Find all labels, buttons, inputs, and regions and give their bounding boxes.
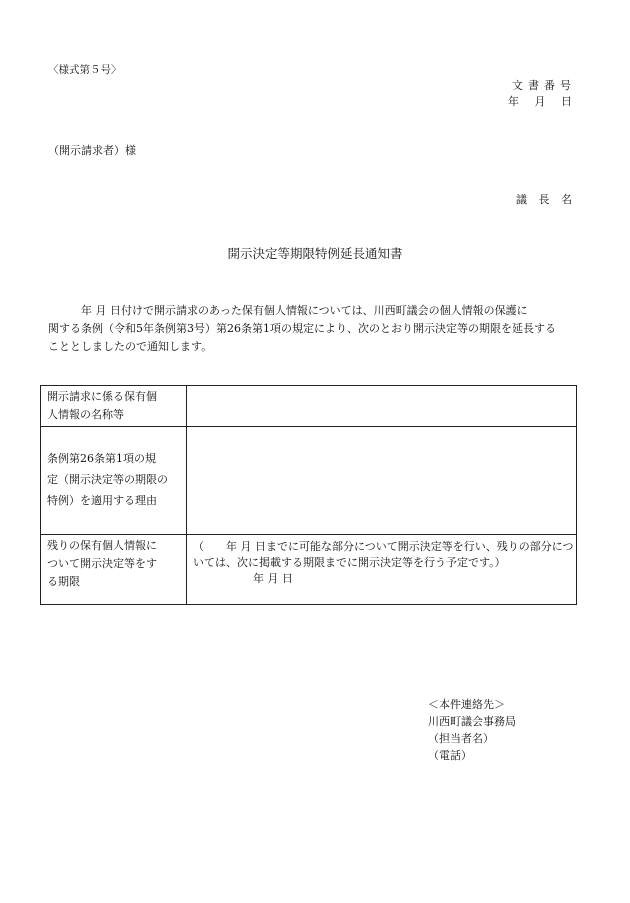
contact-heading: ＜本件連絡先＞ xyxy=(428,698,505,711)
label-line: 特例）を適用する理由 xyxy=(47,494,157,507)
form-number: 〈様式第５号〉 xyxy=(48,64,122,76)
chair-name: 議 長 名 xyxy=(516,193,572,206)
contact-block xyxy=(428,696,516,764)
contact-phone: （電話） xyxy=(428,749,472,762)
row-label-info-name xyxy=(41,386,187,427)
document-number-label: 文書番号 xyxy=(512,79,576,92)
row-value-reason xyxy=(187,427,577,535)
label-line: 人情報の名称等 xyxy=(47,408,124,421)
row-label-deadline xyxy=(41,535,187,605)
requester-name: （開示請求者）様 xyxy=(48,144,136,157)
deadline-date: 年 月 日 xyxy=(253,572,293,585)
body-line: こととしましたので通知します。 xyxy=(48,340,213,353)
label-line: 定（開示決定等の期限の xyxy=(47,473,168,486)
label-line: 条例第26条第1項の規 xyxy=(47,452,156,465)
label-line: 残りの保有個人情報に xyxy=(47,539,157,552)
body-line: 年 月 日付けで開示請求のあった保有個人情報については、川西町議会の個人情報の保護に xyxy=(48,304,528,317)
body-line: 関する条例（令和5年条例第3号）第26条第1項の規定により、次のとおり開示決定等の期限を延長する xyxy=(48,322,556,335)
value-line: （ 年 月 日までに可能な部分について開示決定等を行い、残りの部分につ xyxy=(193,540,574,553)
table-row xyxy=(41,535,577,605)
body-paragraph xyxy=(48,302,588,356)
info-table xyxy=(40,385,577,605)
document-title: 開示決定等期限特例延長通知書 xyxy=(227,246,403,261)
label-line: 開示請求に係る保有個 xyxy=(47,390,157,403)
document-date-label: 年 月 日 xyxy=(508,95,576,108)
contact-office: 川西町議会事務局 xyxy=(428,715,516,728)
row-value-deadline xyxy=(187,535,577,605)
row-value-info-name xyxy=(187,386,577,427)
label-line: ついて開示決定等をす xyxy=(47,557,157,570)
table-row xyxy=(41,427,577,535)
table-row xyxy=(41,386,577,427)
value-line: いては、次に掲載する期限までに開示決定等を行う予定です。） xyxy=(193,556,506,569)
label-line: る期限 xyxy=(47,575,80,588)
contact-person: （担当者名） xyxy=(428,732,494,745)
row-label-reason xyxy=(41,427,187,535)
